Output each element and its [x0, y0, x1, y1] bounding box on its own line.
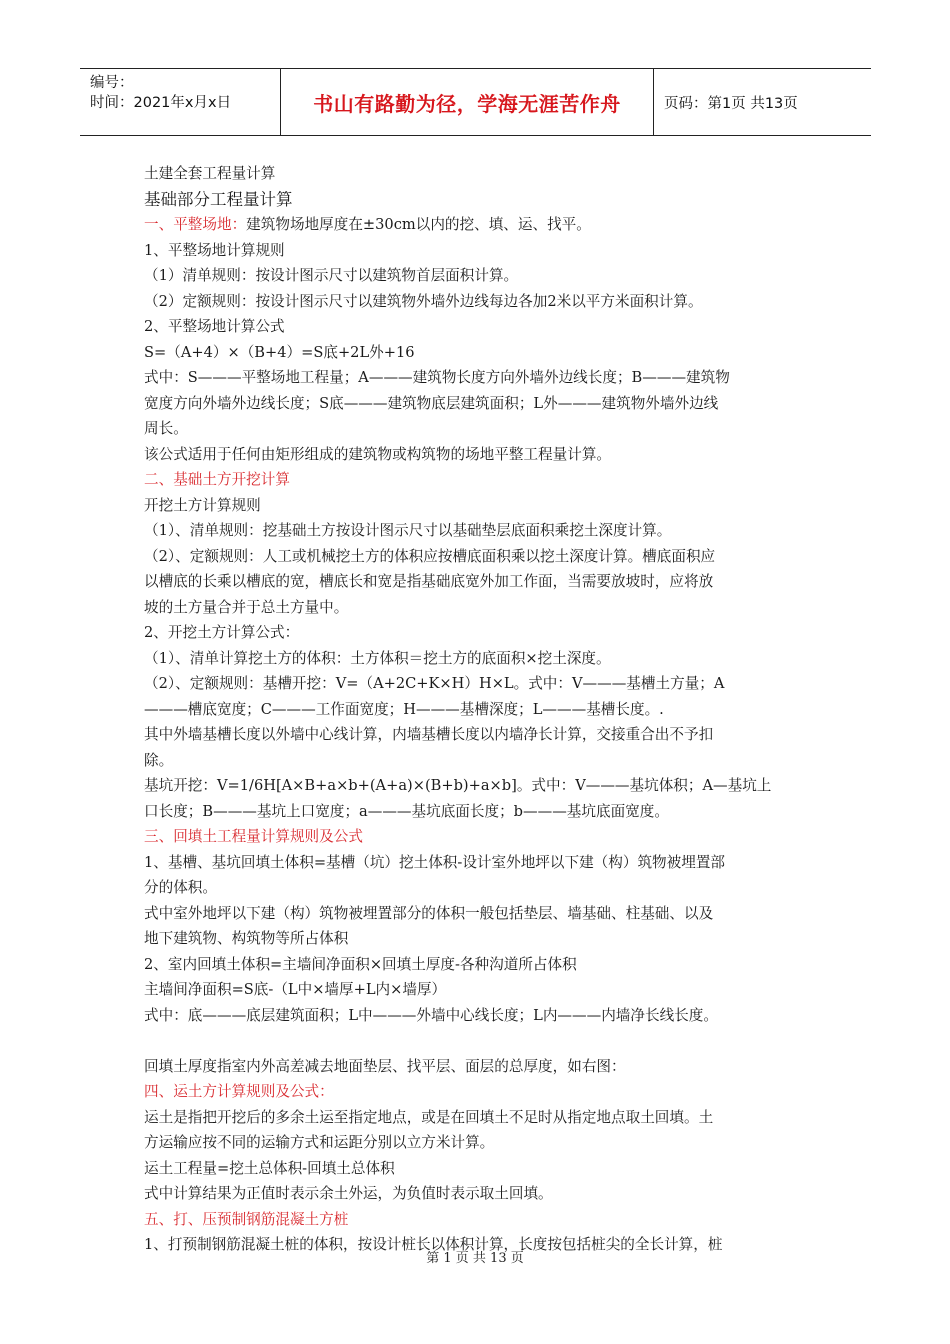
text-line [144, 748, 814, 774]
text-line [144, 1003, 814, 1029]
text-line [144, 569, 814, 595]
section-heading-label: 一、平整场地： [144, 216, 247, 233]
section-heading-label: 四、运土方计算规则及公式： [144, 1083, 334, 1100]
line-text: 土建全套工程量计算 [144, 165, 276, 182]
line-text: （1）、清单规则：挖基础土方按设计图示尺寸以基础垫层底面积乘挖土深度计算。 [144, 522, 672, 539]
line-text: 1、平整场地计算规则 [144, 241, 285, 259]
document-body [144, 161, 814, 1258]
text-line [144, 212, 814, 238]
text-line [144, 952, 814, 978]
line-text: 坡的土方量合并于总土方量中。 [144, 598, 349, 616]
section-heading-label: 三、回填土工程量计算规则及公式 [144, 828, 363, 845]
section-heading-label: 二、基础土方开挖计算 [144, 471, 290, 488]
text-line [144, 773, 814, 799]
header-motto-cell [280, 69, 654, 135]
line-text: 1、打预制钢筋混凝土桩的体积，按设计桩长以体积计算，长度按包括桩尖的全长计算，桩 [144, 1236, 723, 1253]
line-text: 口长度；B———基坑上口宽度；a———基坑底面长度；b———基坑底面宽度。 [144, 802, 669, 820]
text-line [144, 977, 814, 1003]
text-line [144, 875, 814, 901]
line-text: 基坑开挖：V=1/6H[A×B+a×b+(A+a)×(B+b)+a×b]。式中：V———基坑体积；A—基坑上 [144, 777, 772, 794]
page-footer: 第 1 页 共 13 页 [426, 1251, 524, 1266]
text-line [144, 901, 814, 927]
text-line [144, 1156, 814, 1182]
line-text: 以槽底的长乘以槽底的宽，槽底长和宽是指基础底宽外加工作面，当需要放坡时，应将放 [144, 573, 714, 590]
text-line [144, 799, 814, 825]
line-text: S=（A+4）×（B+4）=S底+2L外+16 [144, 343, 415, 361]
document-time-label: 时间：2021年x月x日 [90, 95, 232, 111]
text-line [144, 544, 814, 570]
text-line [144, 263, 814, 289]
text-line [144, 697, 814, 723]
text-line [144, 416, 814, 442]
page-header [80, 68, 871, 136]
line-text: （1）清单规则：按设计图示尺寸以建筑物首层面积计算。 [144, 267, 519, 284]
text-line [144, 671, 814, 697]
section-heading [144, 467, 814, 493]
line-text: 运土是指把开挖后的多余土运至指定地点，或是在回填土不足时从指定地点取土回填。土 [144, 1108, 714, 1126]
line-text: 式中计算结果为正值时表示余土外运，为负值时表示取土回填。 [144, 1185, 553, 1202]
line-text: ———槽底宽度；C———工作面宽度；H———基槽深度；L———基槽长度。. [144, 700, 664, 718]
line-text: 基础部分工程量计算 [144, 189, 293, 209]
line-text: （2）定额规则：按设计图示尺寸以建筑物外墙外边线每边各加2米以平方米面积计算。 [144, 292, 703, 310]
text-line [144, 926, 814, 952]
text-line [144, 161, 814, 187]
line-text: 式中：S———平整场地工程量；A———建筑物长度方向外墙外边线长度；B———建筑物 [144, 369, 730, 386]
text-line [144, 1105, 814, 1131]
line-text: 地下建筑物、构筑物等所占体积 [144, 930, 349, 947]
line-text: 开挖土方计算规则 [144, 496, 261, 514]
text-line [144, 493, 814, 519]
line-text: 式中室外地坪以下建（构）筑物被埋置部分的体积一般包括垫层、墙基础、柱基础、以及 [144, 904, 714, 922]
text-line [144, 595, 814, 621]
header-motto: 书山有路勤为径，学海无涯苦作舟 [313, 91, 621, 116]
line-text: 式中：底———底层建筑面积；L中———外墙中心线长度；L内———内墙净长线长度。 [144, 1006, 718, 1024]
text-line [144, 1054, 814, 1080]
line-text: 周长。 [144, 420, 188, 437]
line-text: 建筑物场地厚度在±30cm以内的挖、填、运、找平。 [246, 216, 591, 233]
line-text: 除。 [144, 751, 174, 769]
text-line [144, 1130, 814, 1156]
text-line [144, 518, 814, 544]
text-line [144, 238, 814, 264]
text-line [144, 850, 814, 876]
text-line [144, 391, 814, 417]
line-text: 1、基槽、基坑回填土体积=基槽（坑）挖土体积-设计室外地坪以下建（构）筑物被埋置部 [144, 853, 726, 871]
line-text: 分的体积。 [144, 879, 217, 896]
text-line [144, 289, 814, 315]
text-line [144, 442, 814, 468]
line-text: 主墙间净面积=S底-（L中×墙厚+L内×墙厚） [144, 981, 447, 998]
line-text: 2、开挖土方计算公式： [144, 624, 300, 641]
text-line [144, 340, 814, 366]
line-text: 宽度方向外墙外边线长度；S底———建筑物底层建筑面积；L外———建筑物外墙外边线 [144, 394, 719, 412]
line-text: （1）、清单计算挖土方的体积：土方体积＝挖土方的底面积×挖土深度。 [144, 649, 611, 667]
text-line [144, 365, 814, 391]
line-text: 2、室内回填土体积=主墙间净面积×回填土厚度-各种沟道所占体积 [144, 955, 577, 973]
text-line [144, 646, 814, 672]
header-meta [80, 69, 280, 135]
line-text: 2、平整场地计算公式 [144, 318, 285, 335]
section-heading [144, 824, 814, 850]
text-line [144, 314, 814, 340]
line-text: （2）、定额规则：人工或机械挖土方的体积应按槽底面积乘以挖土深度计算。槽底面积应 [144, 547, 716, 565]
line-text: 其中外墙基槽长度以外墙中心线计算，内墙基槽长度以内墙净长计算，交接重合出不予扣 [144, 726, 714, 743]
line-text: 该公式适用于任何由矩形组成的建筑物或构筑物的场地平整工程量计算。 [144, 445, 612, 463]
document-number-label: 编号： [90, 75, 134, 91]
blank-line [144, 1028, 814, 1054]
line-text: （2）、定额规则：基槽开挖：V=（A+2C+K×H）H×L。式中：V———基槽土方量；A [144, 675, 725, 692]
line-text: 运土工程量=挖土总体积-回填土总体积 [144, 1159, 395, 1177]
line-text: 回填土厚度指室内外高差减去地面垫层、找平层、面层的总厚度，如右图： [144, 1057, 626, 1075]
text-line [144, 620, 814, 646]
section-heading-label: 五、打、压预制钢筋混凝土方桩 [144, 1210, 349, 1228]
text-line [144, 1181, 814, 1207]
section-heading [144, 1079, 814, 1105]
text-line [144, 187, 814, 213]
text-line [144, 722, 814, 748]
header-page-info: 页码：第1页 共13页 [664, 95, 798, 112]
section-heading [144, 1207, 814, 1233]
line-text: 方运输应按不同的运输方式和运距分别以立方米计算。 [144, 1134, 495, 1151]
